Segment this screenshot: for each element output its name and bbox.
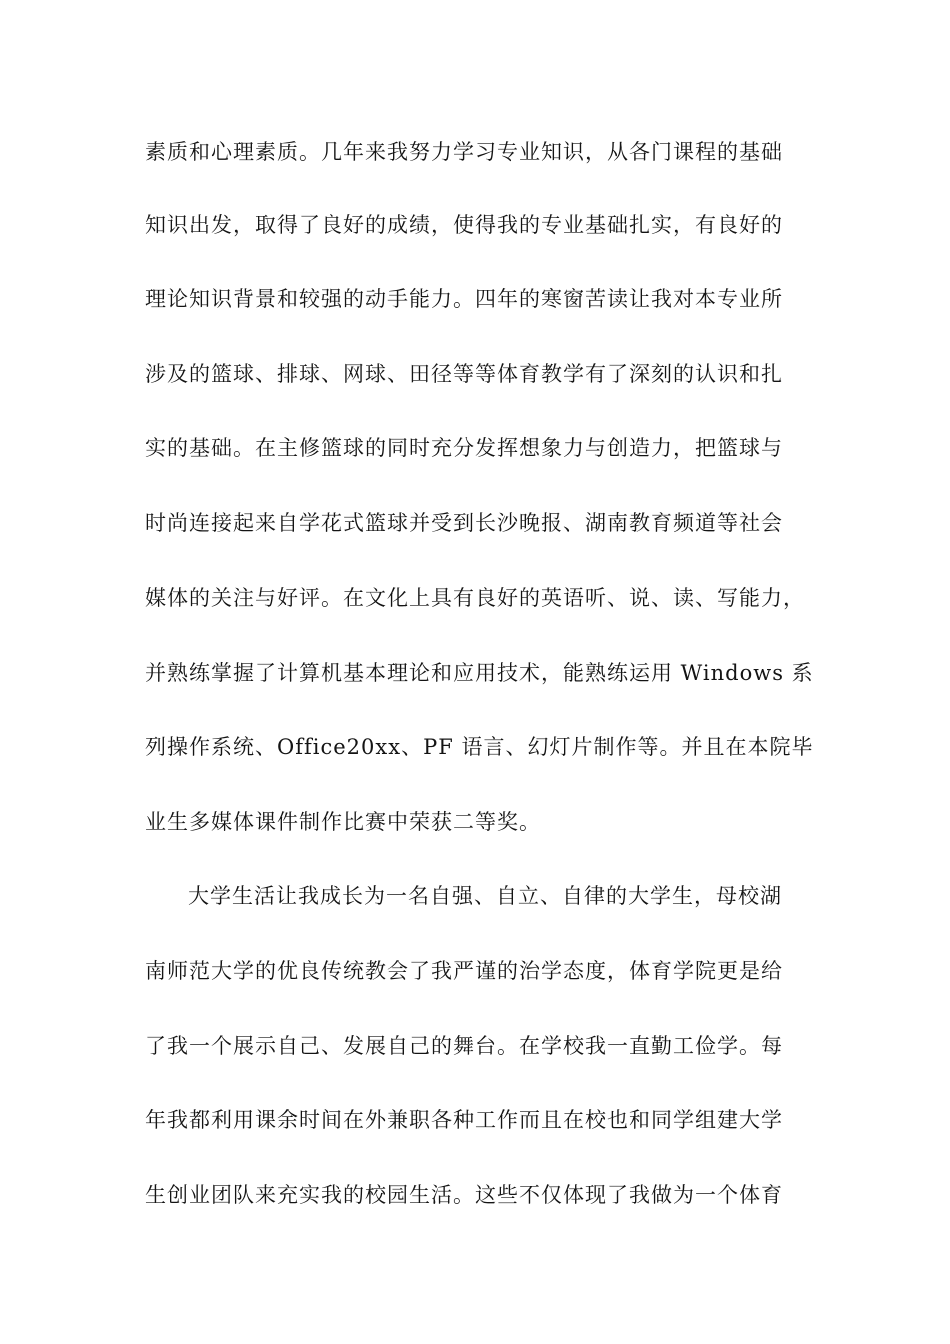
paragraph-2-line-2: 南师范大学的优良传统教会了我严谨的治学态度，体育学院更是给 xyxy=(145,959,783,983)
paragraph-2-line-5: 生创业团队来充实我的校园生活。这些不仅体现了我做为一个体育 xyxy=(145,1183,783,1207)
paragraph-2-line-4: 年我都利用课余时间在外兼职各种工作而且在校也和同学组建大学 xyxy=(145,1108,783,1132)
paragraph-1-line-10: 业生多媒体课件制作比赛中荣获二等奖。 xyxy=(145,810,541,834)
paragraph-1-line-3: 理论知识背景和较强的动手能力。四年的寒窗苦读让我对本专业所 xyxy=(145,287,783,311)
paragraph-1-line-8: 并熟练掌握了计算机基本理论和应用技术，能熟练运用 Windows 系 xyxy=(145,661,814,685)
paragraph-1-line-9: 列操作系统、Office20xx、PF 语言、幻灯片制作等。并且在本院毕 xyxy=(145,735,814,759)
paragraph-2-line-1: 大学生活让我成长为一名自强、自立、自律的大学生，母校湖 xyxy=(188,884,782,908)
paragraph-1-line-7: 媒体的关注与好评。在文化上具有良好的英语听、说、读、写能力， xyxy=(145,586,805,610)
paragraph-1-line-1: 素质和心理素质。几年来我努力学习专业知识，从各门课程的基础 xyxy=(145,140,783,164)
paragraph-1-line-6: 时尚连接起来自学花式篮球并受到长沙晚报、湖南教育频道等社会 xyxy=(145,511,783,535)
paragraph-1-line-4: 涉及的篮球、排球、网球、田径等等体育教学有了深刻的认识和扎 xyxy=(145,362,783,386)
paragraph-1-line-5: 实的基础。在主修篮球的同时充分发挥想象力与创造力，把篮球与 xyxy=(145,436,783,460)
paragraph-2-line-3: 了我一个展示自己、发展自己的舞台。在学校我一直勤工俭学。每 xyxy=(145,1034,783,1058)
paragraph-1-line-2: 知识出发，取得了良好的成绩，使得我的专业基础扎实，有良好的 xyxy=(145,213,783,237)
